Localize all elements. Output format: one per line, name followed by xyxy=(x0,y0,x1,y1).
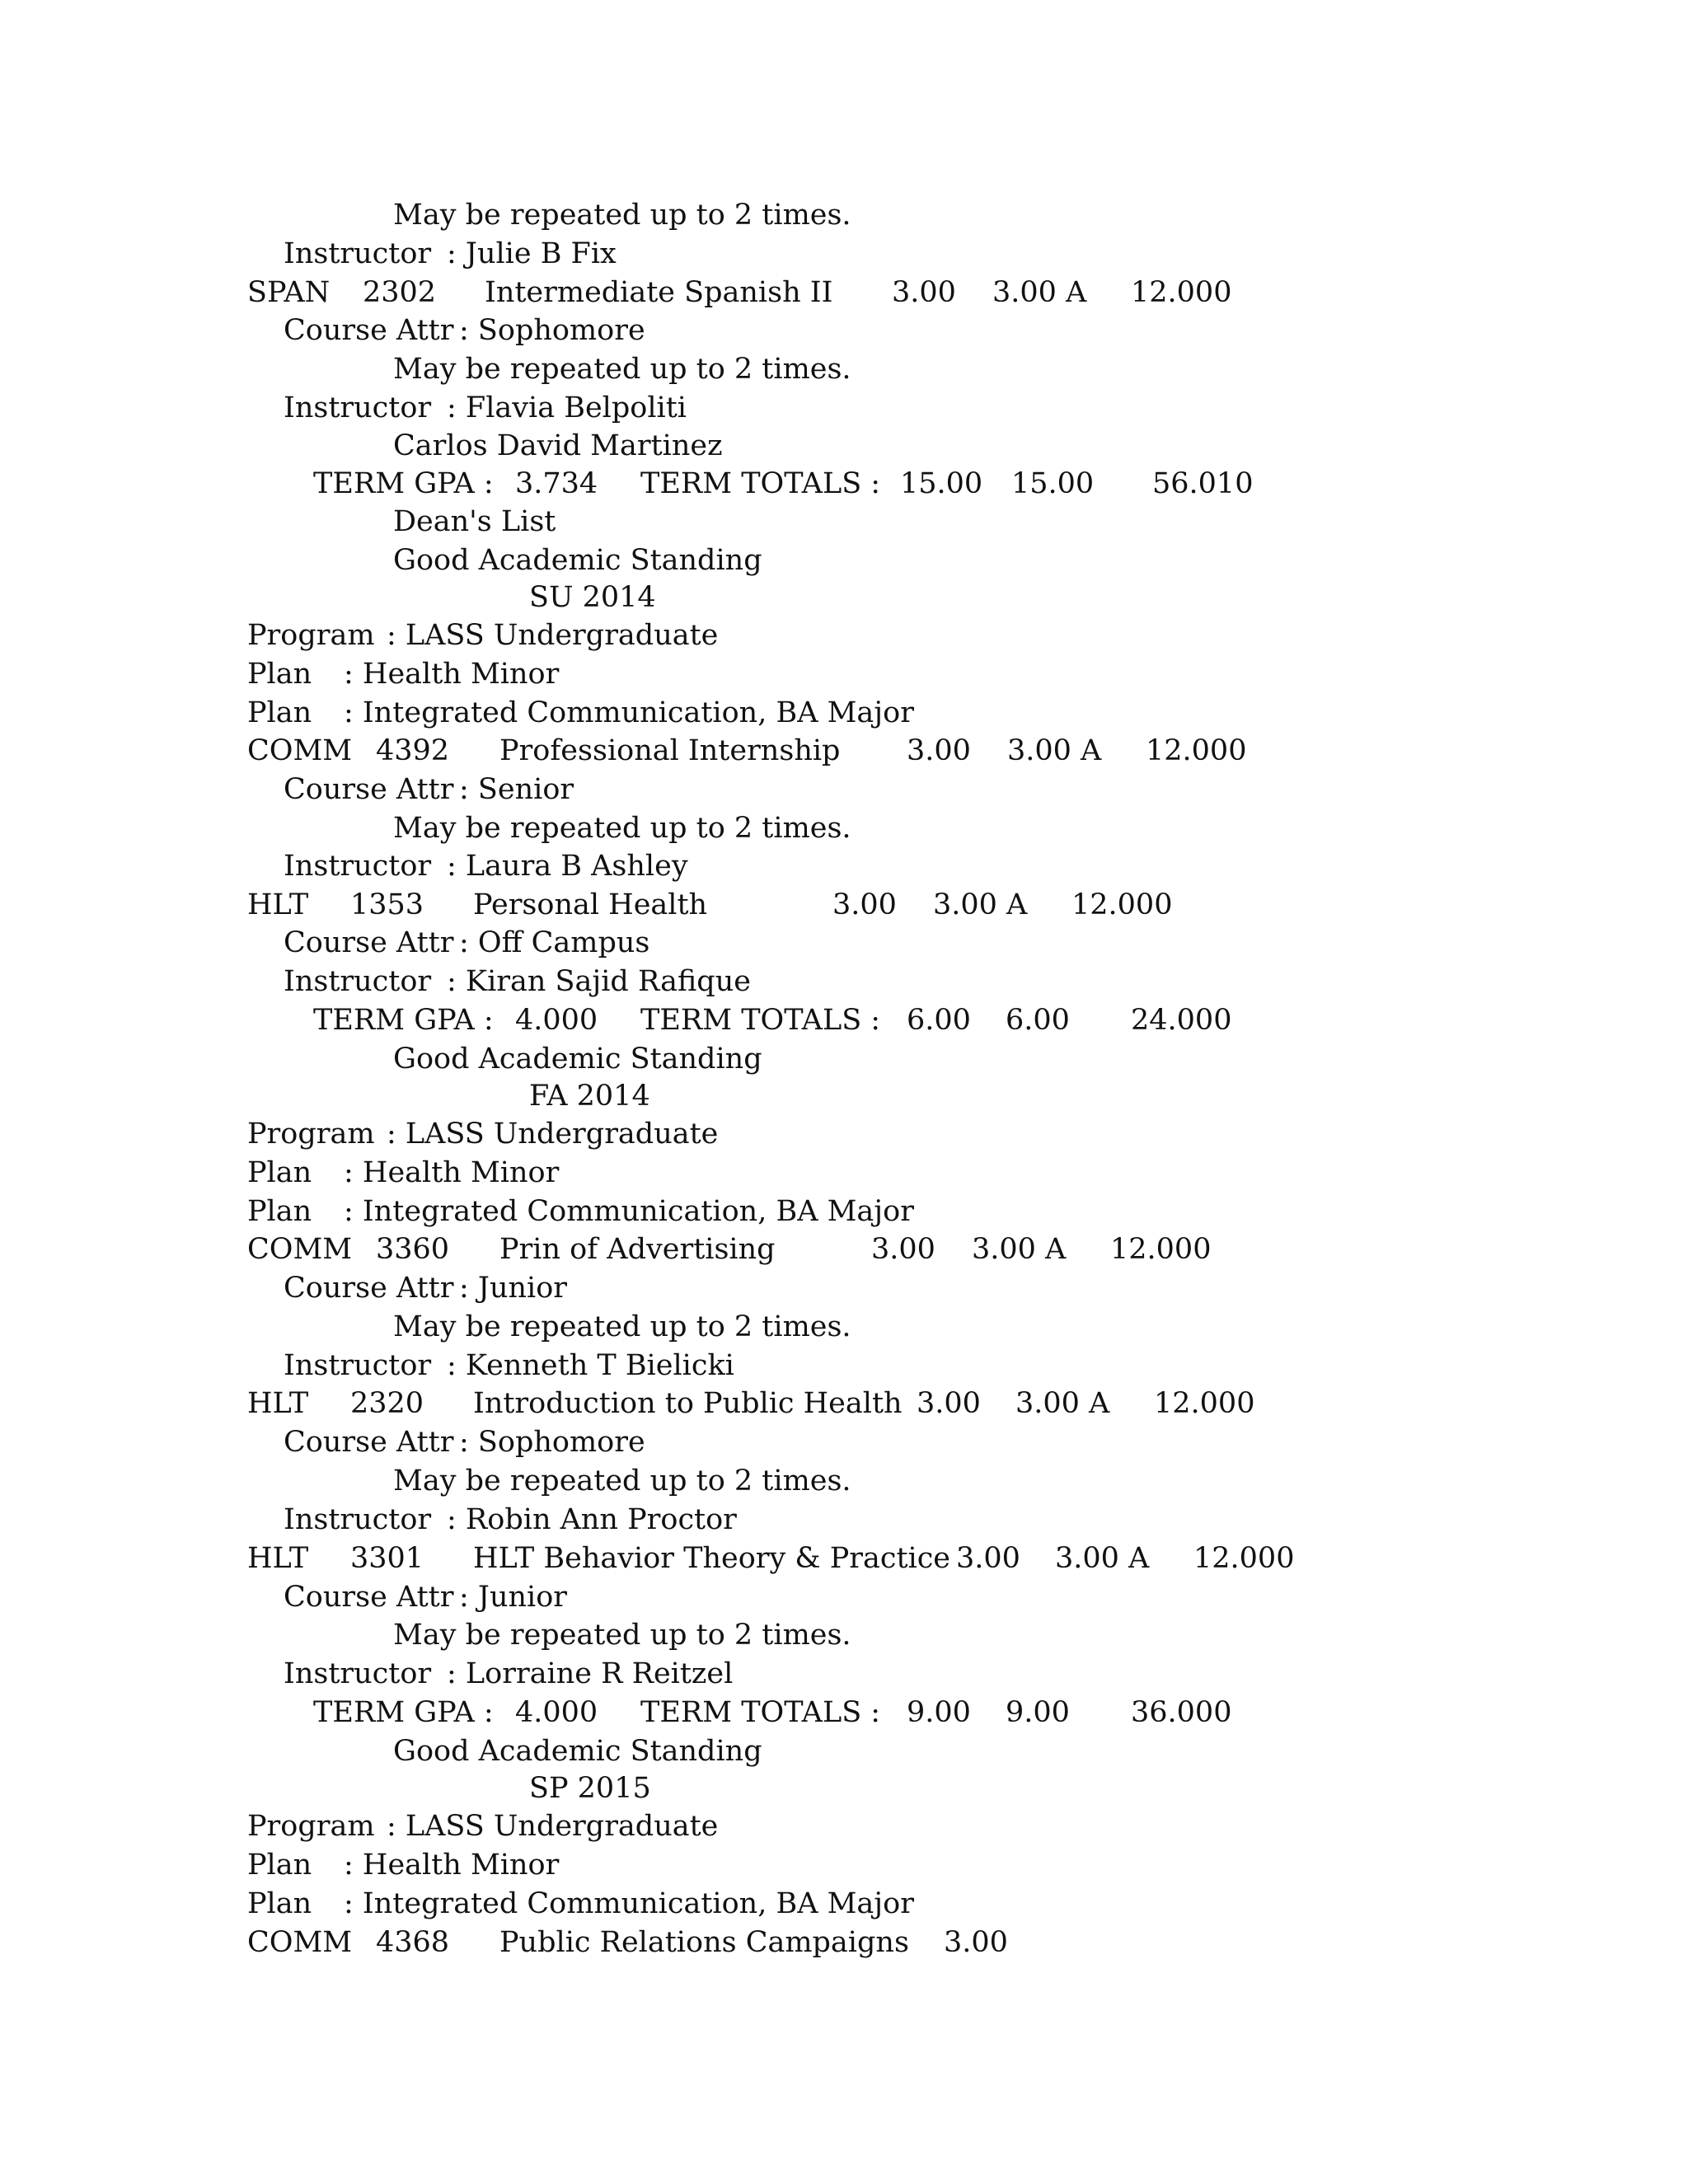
line-segment: Plan xyxy=(247,1887,312,1920)
line-segment: 56.010 xyxy=(1152,467,1254,500)
line-segment: TERM TOTALS : xyxy=(640,467,881,500)
line-segment: 12.000 xyxy=(1110,1233,1212,1266)
line-segment: : Flavia Belpoliti xyxy=(447,391,687,424)
line-segment: 15.00 xyxy=(1011,467,1095,500)
line-segment: 24.000 xyxy=(1131,1004,1232,1037)
line-segment: Prin of Advertising xyxy=(499,1233,776,1266)
line-segment: Course Attr xyxy=(284,773,454,806)
line-segment: May be repeated up to 2 times. xyxy=(393,1310,851,1343)
line-segment: 3301 xyxy=(350,1542,424,1575)
line-segment: Instructor xyxy=(284,965,432,998)
line-segment: 12.000 xyxy=(1071,888,1173,921)
line-segment: 36.000 xyxy=(1131,1696,1232,1729)
line-segment: 4.000 xyxy=(515,1004,598,1037)
line-segment: : Kiran Sajid Rafique xyxy=(447,965,751,998)
line-segment: : Off Campus xyxy=(459,926,650,959)
line-segment: Plan xyxy=(247,1195,312,1228)
line-segment: : Junior xyxy=(459,1272,568,1305)
line-segment: Plan xyxy=(247,1156,312,1189)
line-segment: : Health Minor xyxy=(344,1849,560,1882)
line-segment: 3.00 xyxy=(907,734,971,767)
line-segment: HLT xyxy=(247,1387,309,1420)
line-segment: : Sophomore xyxy=(459,314,645,347)
line-segment: 9.00 xyxy=(907,1696,971,1729)
line-segment: 6.00 xyxy=(907,1004,971,1037)
line-segment: Professional Internship xyxy=(499,734,841,767)
line-segment: Good Academic Standing xyxy=(393,544,762,577)
line-segment: 2302 xyxy=(363,276,437,309)
line-segment: HLT xyxy=(247,888,309,921)
line-segment: : Laura B Ashley xyxy=(447,850,688,883)
line-segment: 12.000 xyxy=(1193,1542,1295,1575)
line-segment: Carlos David Martinez xyxy=(393,429,723,462)
line-segment: 3.00 xyxy=(832,888,897,921)
line-segment: Good Academic Standing xyxy=(393,1043,762,1076)
line-segment: : Integrated Communication, BA Major xyxy=(344,1195,914,1228)
line-segment: May be repeated up to 2 times. xyxy=(393,1619,851,1652)
line-segment: SPAN xyxy=(247,276,331,309)
line-segment: May be repeated up to 2 times. xyxy=(393,353,851,386)
line-segment: 3360 xyxy=(376,1233,450,1266)
line-segment: 3.00 A xyxy=(1015,1387,1110,1420)
line-segment: 1353 xyxy=(350,888,424,921)
line-segment: TERM TOTALS : xyxy=(640,1004,881,1037)
line-segment: : Lorraine R Reitzel xyxy=(447,1657,734,1690)
line-segment: TERM GPA : xyxy=(313,1696,494,1729)
line-segment: COMM xyxy=(247,734,353,767)
line-segment: : Senior xyxy=(459,773,574,806)
line-segment: May be repeated up to 2 times. xyxy=(393,812,851,845)
line-segment: 4392 xyxy=(376,734,450,767)
line-segment: 3.00 xyxy=(917,1387,981,1420)
line-segment: SP 2015 xyxy=(529,1772,651,1805)
line-segment: : Robin Ann Proctor xyxy=(447,1503,737,1536)
line-segment: 15.00 xyxy=(900,467,983,500)
line-segment: Course Attr xyxy=(284,314,454,347)
line-segment: TERM GPA : xyxy=(313,467,494,500)
line-segment: 12.000 xyxy=(1146,734,1247,767)
line-segment: Instructor xyxy=(284,1657,432,1690)
line-segment: 3.00 A xyxy=(1007,734,1102,767)
line-segment: : Julie B Fix xyxy=(447,237,617,270)
line-segment: Introduction to Public Health xyxy=(473,1387,903,1420)
line-segment: Good Academic Standing xyxy=(393,1735,762,1768)
line-segment: 3.00 xyxy=(944,1926,1008,1959)
line-segment: SU 2014 xyxy=(529,581,656,614)
line-segment: Instructor xyxy=(284,237,432,270)
line-segment: 4368 xyxy=(376,1926,450,1959)
line-segment: 3.734 xyxy=(515,467,598,500)
line-segment: Dean's List xyxy=(393,505,556,538)
line-segment: 6.00 xyxy=(1006,1004,1070,1037)
line-segment: 3.00 A xyxy=(992,276,1087,309)
line-segment: 3.00 xyxy=(871,1233,935,1266)
line-segment: COMM xyxy=(247,1926,353,1959)
line-segment: : Sophomore xyxy=(459,1426,645,1459)
line-segment: May be repeated up to 2 times. xyxy=(393,1465,851,1497)
line-segment: TERM TOTALS : xyxy=(640,1696,881,1729)
line-segment: : Health Minor xyxy=(344,1156,560,1189)
line-segment: Plan xyxy=(247,658,312,691)
line-segment: May be repeated up to 2 times. xyxy=(393,199,851,232)
line-segment: 3.00 xyxy=(956,1542,1020,1575)
line-segment: : LASS Undergraduate xyxy=(387,619,719,652)
line-segment: TERM GPA : xyxy=(313,1004,494,1037)
line-segment: Course Attr xyxy=(284,1272,454,1305)
line-segment: : Integrated Communication, BA Major xyxy=(344,1887,914,1920)
line-segment: Public Relations Campaigns xyxy=(499,1926,909,1959)
line-segment: 3.00 A xyxy=(972,1233,1067,1266)
line-segment: Course Attr xyxy=(284,926,454,959)
line-segment: 3.00 A xyxy=(933,888,1028,921)
line-segment: Course Attr xyxy=(284,1426,454,1459)
line-segment: : Kenneth T Bielicki xyxy=(447,1349,734,1382)
line-segment: Instructor xyxy=(284,850,432,883)
line-segment: : Junior xyxy=(459,1581,568,1614)
line-segment: : LASS Undergraduate xyxy=(387,1118,719,1151)
line-segment: 4.000 xyxy=(515,1696,598,1729)
line-segment: Personal Health xyxy=(473,888,708,921)
line-segment: 12.000 xyxy=(1154,1387,1255,1420)
line-segment: 3.00 A xyxy=(1055,1542,1150,1575)
line-segment: Program xyxy=(247,619,375,652)
line-segment: HLT Behavior Theory & Practice xyxy=(473,1542,951,1575)
line-segment: Instructor xyxy=(284,1503,432,1536)
line-segment: Program xyxy=(247,1118,375,1151)
line-segment: Intermediate Spanish II xyxy=(485,276,833,309)
line-segment: Plan xyxy=(247,696,312,729)
line-segment: : LASS Undergraduate xyxy=(387,1810,719,1843)
line-segment: Course Attr xyxy=(284,1581,454,1614)
line-segment: Instructor xyxy=(284,1349,432,1382)
line-segment: COMM xyxy=(247,1233,353,1266)
line-segment: Instructor xyxy=(284,391,432,424)
line-segment: : Health Minor xyxy=(344,658,560,691)
line-segment: 12.000 xyxy=(1131,276,1232,309)
line-segment: HLT xyxy=(247,1542,309,1575)
line-segment: 3.00 xyxy=(892,276,956,309)
line-segment: FA 2014 xyxy=(529,1080,650,1113)
line-segment: Plan xyxy=(247,1849,312,1882)
line-segment: 9.00 xyxy=(1006,1696,1070,1729)
line-segment: Program xyxy=(247,1810,375,1843)
line-segment: : Integrated Communication, BA Major xyxy=(344,696,914,729)
line-segment: 2320 xyxy=(350,1387,424,1420)
